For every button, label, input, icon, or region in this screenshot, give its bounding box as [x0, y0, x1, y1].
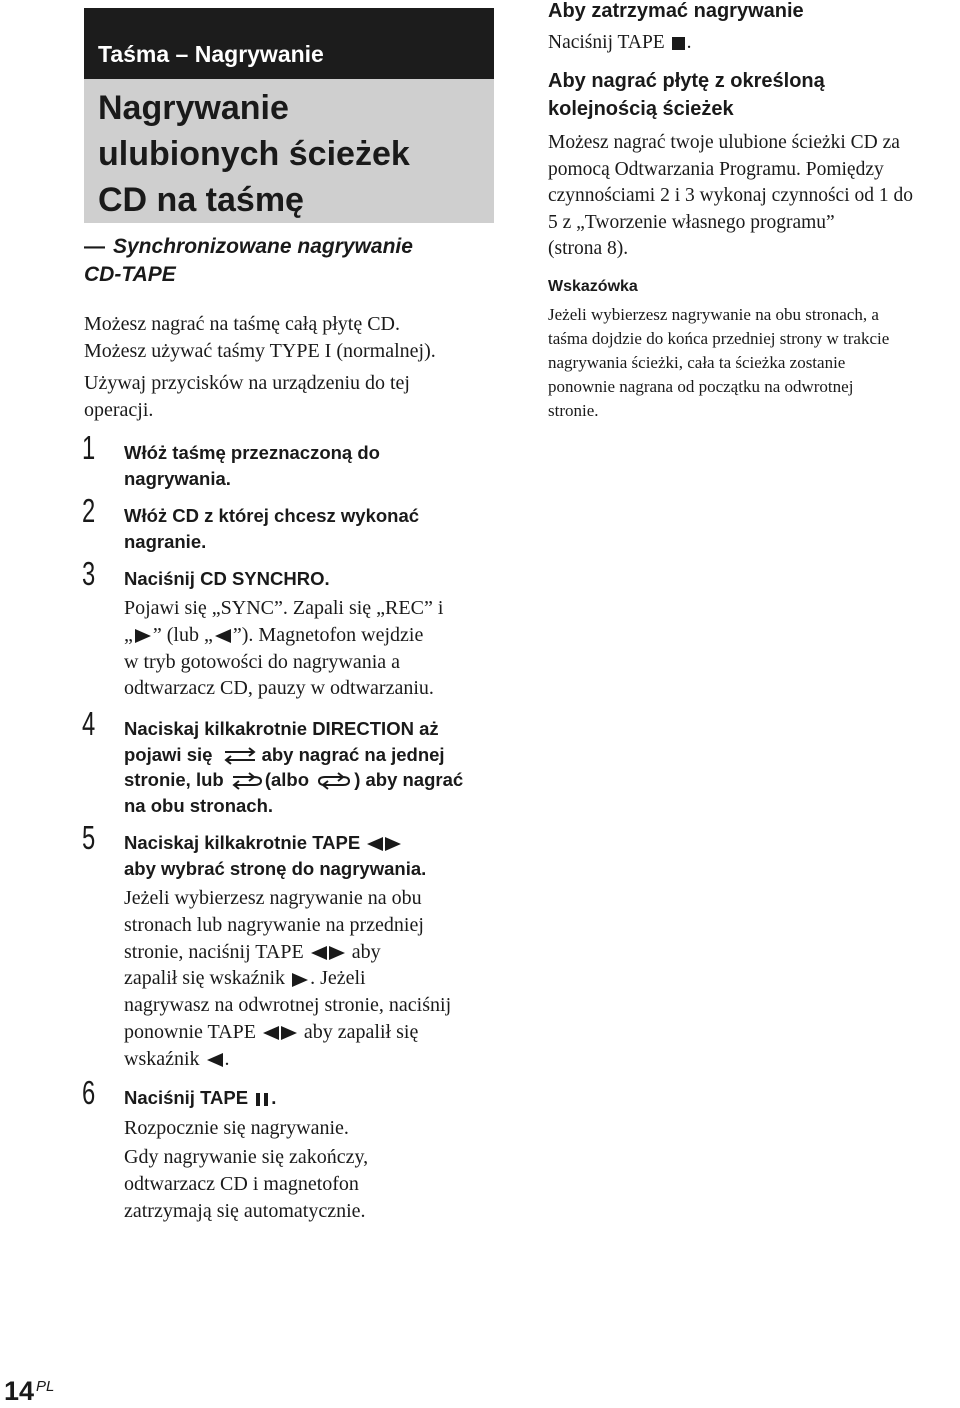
- play-reverse-icon: [263, 1026, 279, 1040]
- step-heading-line: Włóż CD z której chcesz wykonać: [124, 505, 420, 526]
- hint-body: [548, 303, 960, 423]
- step-body-line: [124, 965, 496, 992]
- hint-line: nagrywania ścieżki, cała ta ścieżka zostanie: [548, 353, 846, 372]
- body-line: (strona 8).: [548, 238, 629, 260]
- step-body-line: Pojawi się „SYNC”. Zapali się „REC” i: [124, 597, 444, 619]
- step-body-line: Jeżeli wybierzesz nagrywanie na obu: [124, 887, 422, 909]
- step-number: 2: [82, 492, 96, 529]
- step-body-line: Rozpocznie się nagrywanie.: [124, 1117, 349, 1139]
- step-body-line: [124, 622, 496, 649]
- page-number-value: 14: [4, 1376, 35, 1406]
- section-header-bar: [84, 8, 494, 79]
- title-line: ulubionych ścieżek: [98, 135, 410, 173]
- step-heading-line: [124, 742, 494, 768]
- heading-line: kolejnością ścieżek: [548, 98, 734, 120]
- program-recording-heading: [548, 67, 960, 123]
- direction-relay-icon: [316, 772, 352, 790]
- step-body: [124, 1144, 496, 1224]
- text-fragment: ponownie TAPE: [124, 1020, 256, 1043]
- play-reverse-icon: [215, 629, 231, 643]
- step-number: 1: [82, 429, 96, 466]
- body-line: czynnościami 2 i 3 wykonaj czynności od 1 do: [548, 185, 914, 207]
- step-heading-line: nagrywania.: [124, 467, 231, 489]
- intro-line: operacji.: [84, 399, 154, 421]
- play-forward-icon: [135, 629, 151, 643]
- step-heading-line: [124, 1085, 494, 1111]
- step-heading-line: na obu stronach.: [124, 794, 274, 816]
- title-line: CD na taśmę: [98, 181, 304, 219]
- subtitle-dash: —: [84, 235, 105, 258]
- step-number: 5: [82, 819, 96, 856]
- direction-both-sides-icon: [231, 772, 263, 790]
- play-forward-icon: [281, 1026, 297, 1040]
- play-reverse-icon: [207, 1053, 223, 1067]
- body-line: Możesz nagrać twoje ulubione ścieżki CD za: [548, 132, 900, 153]
- intro-paragraph: [84, 311, 494, 365]
- quote-open: „: [124, 623, 133, 646]
- step-heading-line: Włóż taśmę przeznaczoną do: [124, 442, 380, 463]
- text-fragment: .: [224, 1047, 230, 1070]
- text-fragment: Naciśnij TAPE: [124, 1087, 249, 1108]
- title-line: Nagrywanie: [98, 89, 289, 127]
- step-heading: [124, 566, 494, 592]
- step-heading: [124, 1085, 494, 1111]
- body-line: 5 z „Tworzenie własnego programu”: [548, 211, 835, 233]
- text-fragment: aby nagrać na jednej: [261, 743, 445, 765]
- pause-icon: [256, 1093, 268, 1106]
- language-code: PL: [36, 1378, 55, 1395]
- page-title: [84, 79, 494, 223]
- stop-recording-heading: Aby zatrzymać nagrywanie: [548, 0, 804, 22]
- step-heading: [124, 830, 494, 881]
- subtitle-line: CD-TAPE: [84, 263, 176, 286]
- text-fragment: stronie, naciśnij TAPE: [124, 940, 304, 963]
- text-fragment: stronie, lub: [124, 769, 224, 790]
- step-body-line: odtwarzacz CD i magnetofon: [124, 1172, 359, 1195]
- step-body-line: nagrywasz na odwrotnej stronie, naciśnij: [124, 994, 452, 1017]
- stop-line: [548, 30, 960, 57]
- step-body-line: w tryb gotowości do nagrywania a: [124, 650, 401, 673]
- hint-line: stronie.: [548, 401, 599, 420]
- step-heading-line: [124, 830, 494, 856]
- intro-line: Możesz nagrać na taśmę całą płytę CD.: [84, 313, 400, 335]
- text-fragment: (albo: [264, 769, 310, 790]
- step-heading-line: Naciskaj kilkakrotnie DIRECTION aż: [124, 718, 439, 739]
- step-heading: [124, 440, 494, 491]
- intro-line: Możesz używać taśmy TYPE I (normalnej).: [84, 340, 436, 362]
- text-fragment: zapalił się wskaźnik: [124, 967, 286, 990]
- subtitle-line: Synchronizowane nagrywanie: [113, 235, 413, 258]
- step-body-line: [124, 939, 496, 966]
- text-fragment: ) aby nagrać: [354, 769, 464, 790]
- play-forward-icon: [329, 946, 345, 960]
- text-fragment: aby zapalił się: [303, 1020, 419, 1043]
- text-fragment: aby: [351, 940, 381, 963]
- step-number: 4: [82, 705, 96, 742]
- subtitle: [84, 233, 494, 289]
- step-body-line: [124, 1019, 496, 1046]
- hint-line: ponownie nagrana od początku na odwrotnej: [548, 377, 854, 396]
- step-body-line: Gdy nagrywanie się zakończy,: [124, 1146, 369, 1168]
- step-body: [124, 885, 496, 1073]
- stop-recording-body: [548, 30, 960, 57]
- stop-square-icon: [672, 37, 685, 50]
- text-fragment: .: [271, 1087, 277, 1108]
- step-body-line: odtwarzacz CD, pauzy w odtwarzaniu.: [124, 677, 434, 700]
- text-fragment: Naciskaj kilkakrotnie TAPE: [124, 832, 361, 853]
- text-fragment: pojawi się: [124, 743, 213, 765]
- play-reverse-icon: [367, 837, 383, 851]
- step-heading-line: nagranie.: [124, 530, 207, 552]
- page-number: [4, 1376, 54, 1407]
- play-reverse-icon: [311, 946, 327, 960]
- step-body: [124, 595, 496, 702]
- play-forward-icon: [385, 837, 401, 851]
- play-forward-icon: [292, 973, 308, 987]
- hint-line: Jeżeli wybierzesz nagrywanie na obu stronach, a: [548, 305, 879, 324]
- step-body-line: [124, 1046, 496, 1073]
- heading-line: Aby nagrać płytę z określoną: [548, 70, 825, 92]
- hint-line: taśma dojdzie do końca przedniej strony w trakcie: [548, 329, 890, 348]
- step-body: [124, 1115, 496, 1142]
- step-heading: [124, 716, 494, 818]
- program-recording-body: [548, 130, 960, 263]
- step-heading: [124, 503, 494, 554]
- section-title: Taśma – Nagrywanie: [98, 41, 324, 67]
- text-fragment: ”). Magnetofon wejdzie: [232, 623, 424, 646]
- direction-one-side-icon: [222, 747, 258, 765]
- intro-line: Używaj przycisków na urządzeniu do tej: [84, 372, 410, 394]
- step-number: 3: [82, 555, 96, 592]
- step-heading-line: aby wybrać stronę do nagrywania.: [124, 857, 427, 879]
- step-body-line: zatrzymają się automatycznie.: [124, 1199, 366, 1222]
- text-fragment: ” (lub „: [152, 623, 213, 646]
- text-fragment: .: [686, 32, 692, 53]
- text-fragment: . Jeżeli: [310, 967, 366, 990]
- intro-paragraph: [84, 370, 494, 424]
- hint-title: Wskazówka: [548, 278, 638, 295]
- text-fragment: wskaźnik: [124, 1047, 200, 1070]
- step-heading-line: Naciśnij CD SYNCHRO.: [124, 568, 330, 589]
- step-number: 6: [82, 1074, 96, 1111]
- step-heading-line: [124, 767, 494, 793]
- body-line: pomocą Odtwarzania Programu. Pomiędzy: [548, 158, 884, 180]
- step-body-line: stronach lub nagrywanie na przedniej: [124, 913, 424, 936]
- text-fragment: Naciśnij TAPE: [548, 32, 665, 53]
